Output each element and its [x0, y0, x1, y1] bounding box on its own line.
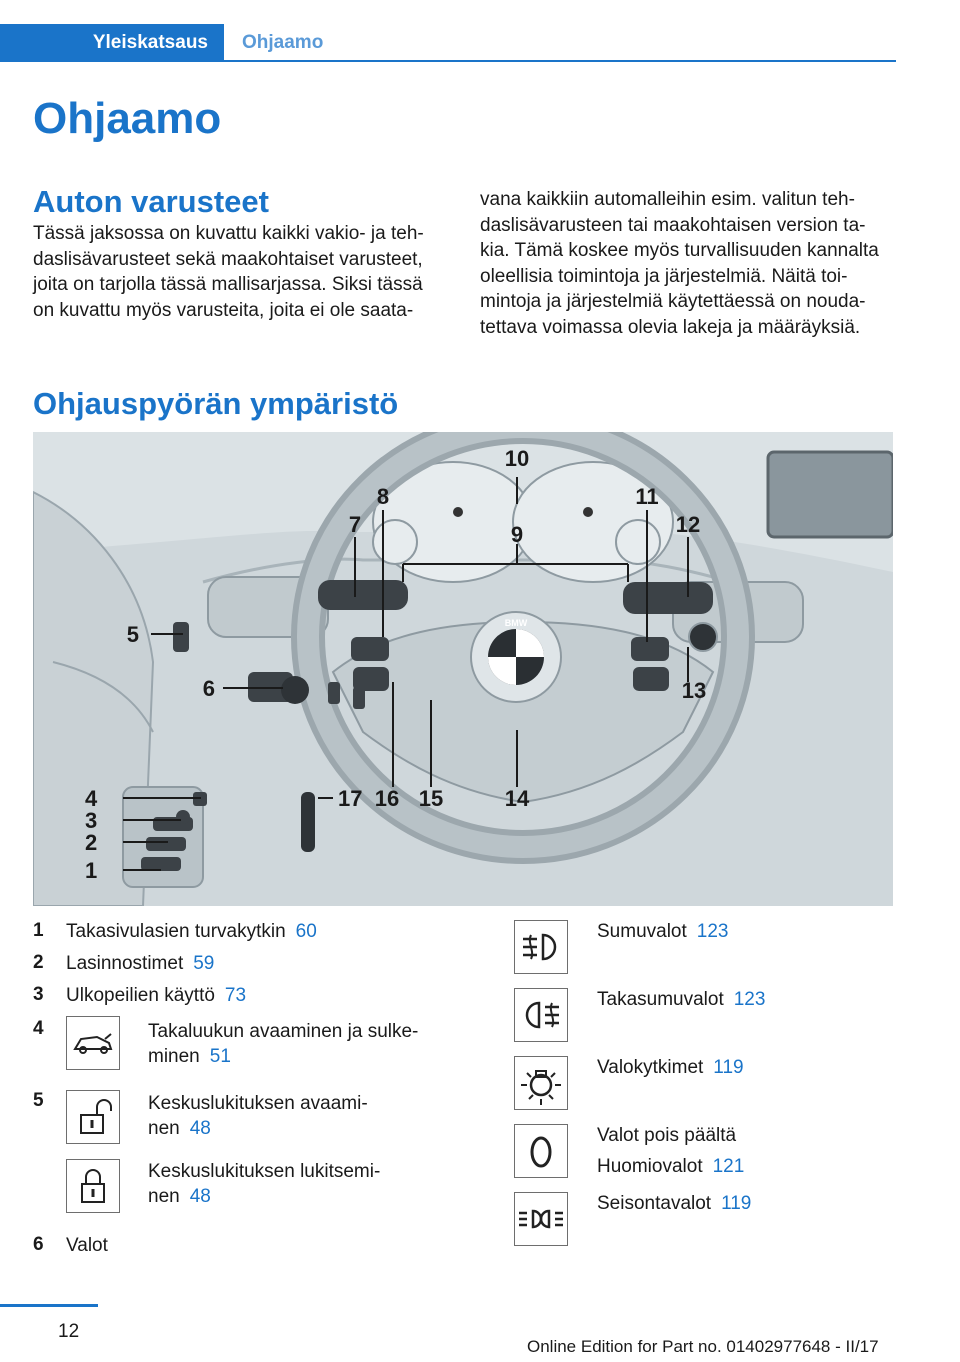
- cockpit-illustration: [33, 432, 893, 906]
- lights-off-icon: [514, 1124, 568, 1178]
- legend-item: [66, 1233, 108, 1258]
- legend-number: 4: [33, 1018, 44, 1039]
- page-link[interactable]: 51: [209, 1046, 231, 1067]
- parking-light-icon: [514, 1192, 568, 1246]
- legend-number: 3: [33, 984, 44, 1005]
- page-link[interactable]: 119: [721, 1193, 752, 1214]
- legend-text: Huomiovalot: [597, 1156, 703, 1177]
- page-link[interactable]: 73: [224, 985, 247, 1006]
- legend-number: 2: [33, 952, 44, 973]
- page-link[interactable]: 48: [189, 1118, 211, 1139]
- page-link[interactable]: 123: [696, 921, 729, 942]
- legend-item: [148, 1091, 368, 1141]
- intro-right-column: [480, 187, 900, 340]
- legend-text: Lasinnostimet: [66, 953, 184, 974]
- page-link[interactable]: 123: [733, 989, 766, 1010]
- callout-7: 7: [348, 512, 362, 537]
- unlock-icon: [66, 1090, 120, 1144]
- legend-item: [148, 1019, 418, 1069]
- page-link[interactable]: 119: [713, 1057, 744, 1078]
- header-rule: [224, 60, 896, 62]
- cockpit-drawing: [33, 432, 893, 906]
- callout-11: 11: [635, 484, 659, 509]
- intro-line: kia. Tämä koskee myös turvallisuuden kannalta: [480, 240, 879, 261]
- legend-item: [597, 919, 728, 944]
- callout-6: 6: [202, 676, 215, 701]
- legend-number: 1: [33, 920, 44, 941]
- intro-line: tettava voimassa olevia lakeja ja määräyksiä.: [480, 316, 861, 338]
- legend-item: [597, 987, 765, 1012]
- legend-item: [66, 951, 214, 976]
- front-fog-light-icon: [514, 920, 568, 974]
- legend-text: Sumuvalot: [597, 921, 687, 942]
- tab-ohjaamo[interactable]: Ohjaamo: [242, 32, 324, 53]
- tailgate-icon: [66, 1016, 120, 1070]
- callout-5: 5: [126, 622, 139, 647]
- legend-item: [148, 1159, 380, 1209]
- intro-left-column: [33, 221, 453, 323]
- legend-item: [66, 919, 317, 944]
- legend-text: Takaluukun avaaminen ja sulke‐: [148, 1021, 419, 1042]
- legend-text: Keskuslukituksen lukitsemi‐: [148, 1161, 381, 1182]
- intro-line: on kuvattu myös varusteita, joita ei ole saata‐: [33, 299, 414, 321]
- legend-number: 5: [33, 1090, 44, 1111]
- callout-13: 13: [681, 678, 707, 703]
- intro-line: joita on tarjolla tässä mallisarjassa. Siksi tässä: [33, 274, 423, 295]
- callout-17: 17: [338, 786, 363, 811]
- legend-item: [597, 1123, 744, 1179]
- page-link[interactable]: 48: [189, 1186, 211, 1207]
- page-title: Ohjaamo: [33, 94, 222, 143]
- callout-12: 12: [675, 512, 701, 537]
- legend-item: [597, 1191, 751, 1216]
- section-heading: Ohjauspyörän ympäristö: [33, 386, 399, 421]
- tab-yleiskatsaus[interactable]: Yleiskatsaus: [0, 24, 224, 62]
- legend-text: nen: [148, 1186, 180, 1207]
- footer-rule: [0, 1304, 98, 1307]
- intro-line: daslisävarusteet sekä maakohtaiset varusteet,: [33, 248, 423, 270]
- legend-number: 6: [33, 1234, 44, 1255]
- callout-1: 1: [85, 858, 98, 883]
- legend-text: Valokytkimet: [597, 1057, 704, 1078]
- intro-line: daslisävarusteen tai maakohtaisen version ta‐: [480, 214, 866, 236]
- callout-4: 4: [85, 786, 98, 811]
- intro-line: Tässä jaksossa on kuvattu kaikki vakio- ja teh‐: [33, 223, 424, 244]
- light-switch-icon: [514, 1056, 568, 1110]
- footer-text: Online Edition for Part no. 01402977648 - II/17: [527, 1337, 879, 1356]
- legend-text: Ulkopeilien käyttö: [66, 985, 215, 1006]
- callout-8: 8: [376, 484, 390, 509]
- legend-item: [597, 1055, 744, 1080]
- intro-line: mintoja ja järjestelmiä käytettäessä on nouda‐: [480, 291, 866, 312]
- callout-9: 9: [510, 522, 524, 547]
- legend-text: Seisontavalot: [597, 1193, 712, 1214]
- legend-text: minen: [148, 1046, 200, 1067]
- rear-fog-light-icon: [514, 988, 568, 1042]
- horn-logo-text: BMW: [504, 618, 528, 628]
- intro-line: vana kaikkiin automalleihin esim. valitun teh‐: [480, 189, 855, 210]
- lock-icon: [66, 1159, 120, 1213]
- callout-3: 3: [85, 808, 98, 833]
- legend-text: Keskuslukituksen avaami‐: [148, 1093, 368, 1114]
- intro-heading: Auton varusteet: [33, 184, 269, 219]
- callout-15: 15: [418, 786, 444, 811]
- legend-item: [66, 983, 246, 1008]
- legend-text: nen: [148, 1118, 180, 1139]
- page-number: 12: [58, 1321, 80, 1342]
- callout-10: 10: [504, 446, 530, 471]
- legend-text: Valot: [66, 1235, 108, 1256]
- page-link[interactable]: 60: [295, 921, 317, 942]
- callout-14: 14: [504, 786, 530, 811]
- callout-16: 16: [374, 786, 400, 811]
- callout-2: 2: [85, 830, 98, 855]
- intro-line: oleellisia toimintoja ja järjestelmiä. Näitä toi‐: [480, 265, 848, 287]
- page-link[interactable]: 59: [193, 953, 215, 974]
- page-link[interactable]: 121: [712, 1156, 745, 1177]
- legend-text: Takasumuvalot: [597, 989, 724, 1010]
- legend-text: Takasivulasien turvakytkin: [66, 921, 286, 942]
- legend-text: Valot pois päältä: [597, 1125, 737, 1146]
